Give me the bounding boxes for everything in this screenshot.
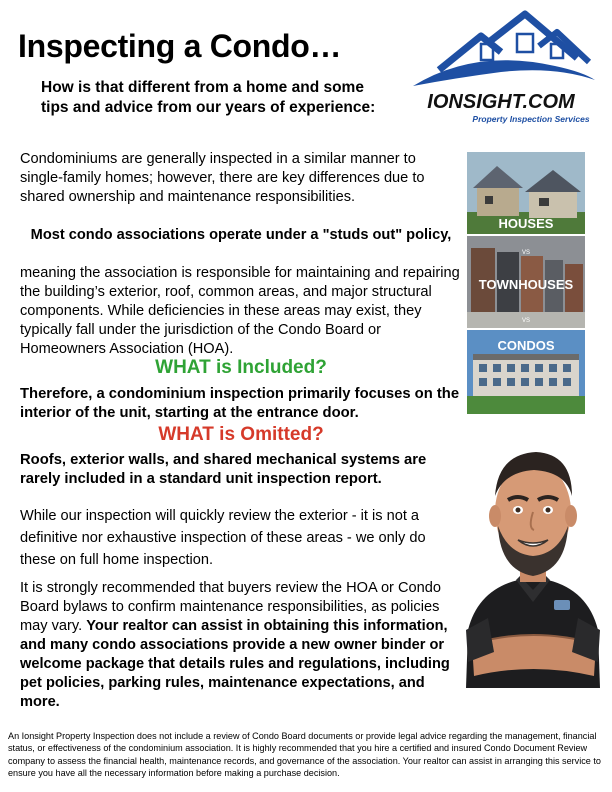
- houses-label: HOUSES: [498, 216, 554, 231]
- exterior-review-note: While our inspection will quickly review the exterior - it is not a definitive nor exhaustive inspection of these areas - we only do these on full home inspection.: [20, 508, 426, 568]
- studs-out-heading: Most condo associations operate under a "studs out" policy,: [30, 227, 452, 243]
- logo-brand-text: IONSIGHT.COM: [427, 91, 575, 113]
- logo-swoosh: [413, 60, 595, 86]
- intro-paragraph: Condominiums are generally inspected in a similar manner to single-family homes; however, there are key differences due to shared ownership and maintenance responsibilities.: [20, 151, 425, 205]
- studs-out-paragraph: meaning the association is responsible for maintaining and repairing the building’s exterior, roof, common areas, and major structural components. While deficiencies in these areas may exist, they typically fall under the jurisdiction of the Condo Board or Homeowners Association (HOA).: [20, 265, 460, 357]
- page-subtitle: How is that different from a home and some tips and advice from our years of experience:: [41, 79, 376, 116]
- ionsight-logo: [405, 8, 597, 126]
- logo-window: [517, 34, 533, 52]
- logo-tagline: Property Inspection Services: [472, 114, 590, 124]
- vs-label: VS: [521, 250, 531, 256]
- omitted-paragraph: Roofs, exterior walls, and shared mechanical systems are rarely included in a standard unit inspection report.: [20, 452, 427, 487]
- inspector-caricature: [458, 430, 608, 688]
- included-heading: WHAT is Included?: [155, 357, 327, 378]
- hoa-recommendation-text: It is strongly recommended that buyers review the HOA or Condo Board bylaws to confirm maintenance responsibilities, as policies may vary.: [20, 580, 441, 634]
- realtor-assistance-text: Your realtor can assist in obtaining this information, and many condo associations provide a new owner binder or welcome package that details rules and regulations, including pet policies, parking rules, maintenance expectations, and more.: [20, 618, 450, 710]
- disclaimer-text: An Ionsight Property Inspection does not include a review of Condo Board documents or provide legal advice regarding the management, financial status, or effectiveness of the condominium association. It is highly recommended that you hire a certified and insured Condo Document Review company to assess the financial health, maintenance records, and governance of the association. Your realtor can assist in arranging this service to ensure you have all the necessary information before making a purchase decision.: [8, 731, 601, 778]
- housing-types-collage: [467, 152, 585, 414]
- vs-label: VS: [521, 318, 531, 324]
- hoa-recommendation-paragraph: [20, 579, 460, 712]
- omitted-heading: WHAT is Omitted?: [158, 424, 324, 445]
- townhouses-label: TOWNHOUSES: [478, 277, 574, 292]
- condos-label: CONDOS: [497, 338, 555, 353]
- page-title: Inspecting a Condo…: [18, 28, 342, 64]
- included-paragraph: Therefore, a condominium inspection primarily focuses on the interior of the unit, starting at the entrance door.: [20, 386, 460, 421]
